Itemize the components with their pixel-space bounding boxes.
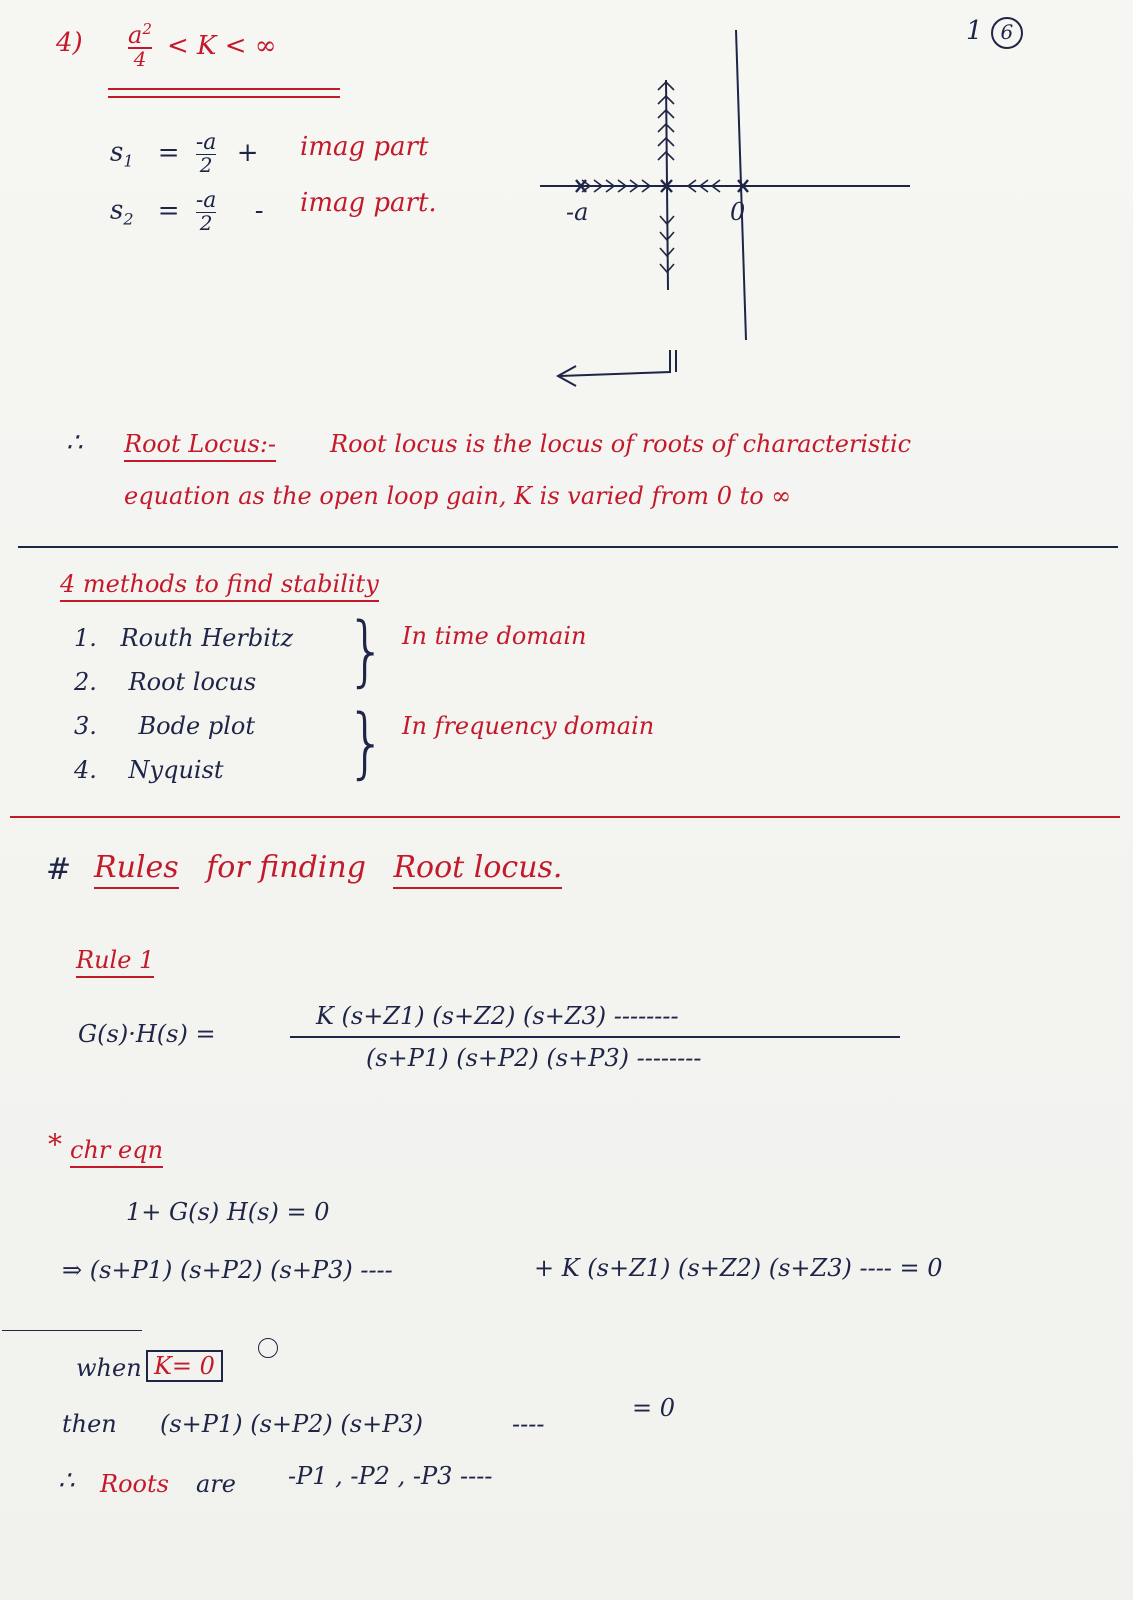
page-number-circled: 6 xyxy=(991,17,1023,49)
brace-time: } xyxy=(346,607,387,697)
s1-sub: 1 xyxy=(123,151,134,171)
method-3-text: Bode plot xyxy=(138,712,255,740)
s1-imag-part: imag part xyxy=(300,132,429,162)
method-3-num: 3. xyxy=(74,712,97,740)
label-minus-a: -a xyxy=(566,198,589,226)
k-zero-mark xyxy=(258,1338,278,1358)
s1-frac-num: -a xyxy=(195,130,217,155)
time-domain-label: In time domain xyxy=(402,622,587,650)
root-s2 xyxy=(110,190,263,233)
condition-sup: 2 xyxy=(142,20,152,38)
method-2 xyxy=(74,668,256,696)
roots-therefore: ∴ xyxy=(58,1466,75,1496)
method-1-num: 1. xyxy=(74,624,97,652)
gh-numerator: K (s+Z1) (s+Z2) (s+Z3) -------- xyxy=(316,1002,679,1030)
gh-denominator: (s+P1) (s+P2) (s+P3) -------- xyxy=(366,1044,702,1072)
page-number-main: 1 xyxy=(966,16,983,46)
page-number xyxy=(966,16,1023,49)
real-axis-arrows xyxy=(582,180,720,192)
root-s1 xyxy=(110,132,258,175)
s2-eq: = xyxy=(157,195,180,226)
rules-heading xyxy=(94,850,562,885)
condition-den: 4 xyxy=(128,47,152,69)
then-eq: = 0 xyxy=(632,1394,676,1422)
rule-1-label xyxy=(76,946,154,974)
then-dashes: ---- xyxy=(512,1410,545,1438)
case-underline-1 xyxy=(108,88,340,90)
roots-are: are xyxy=(196,1470,236,1498)
ch-eqn-text: chr eqn xyxy=(70,1136,163,1168)
method-2-text: Root locus xyxy=(128,668,257,696)
method-4 xyxy=(74,756,224,784)
rules-heading-mid: for finding xyxy=(206,850,366,885)
k-zero-box: K= 0 xyxy=(146,1350,223,1382)
s1-eq: = xyxy=(157,137,180,168)
def-line2: equation as the open loop gain, K is varied from 0 to ∞ xyxy=(124,482,792,510)
method-4-text: Nyquist xyxy=(128,756,224,784)
s1-label: s xyxy=(110,137,124,168)
gh-fraction-bar xyxy=(290,1036,900,1038)
def-title-text: Root Locus:- xyxy=(124,430,276,462)
rules-heading-rules: Rules xyxy=(94,850,179,889)
s2-sub: 2 xyxy=(123,209,134,229)
s1-frac-den: 2 xyxy=(196,154,217,175)
rule-1-text: Rule 1 xyxy=(76,946,154,978)
case-condition xyxy=(128,22,338,69)
def-line1: Root locus is the locus of roots of characteristic xyxy=(330,430,912,458)
method-4-num: 4. xyxy=(74,756,97,784)
s2-frac-num: -a xyxy=(195,188,217,213)
case-underline-2 xyxy=(108,96,340,98)
section-divider-2 xyxy=(10,816,1120,818)
condition-rest: < K < ∞ xyxy=(166,30,277,61)
eq-expanded-left: ⇒ (s+P1) (s+P2) (s+P3) ---- xyxy=(62,1256,393,1284)
s2-label: s xyxy=(110,195,124,226)
short-divider xyxy=(2,1330,142,1331)
s2-sign: - xyxy=(254,195,264,226)
frequency-domain-label: In frequency domain xyxy=(402,712,655,740)
ch-eqn-label xyxy=(70,1136,163,1164)
case-label: 4) xyxy=(56,28,83,58)
rules-heading-root: Root locus. xyxy=(393,850,562,889)
methods-heading-text: 4 methods to find stability xyxy=(60,570,379,602)
s2-frac-den: 2 xyxy=(196,212,217,233)
s2-imag-part: imag part. xyxy=(300,188,437,218)
section-divider-1 xyxy=(18,546,1118,548)
hook-arrow-line xyxy=(560,350,670,376)
method-2-num: 2. xyxy=(74,668,97,696)
eq-char: 1+ G(s) H(s) = 0 xyxy=(126,1198,330,1226)
method-1 xyxy=(74,624,293,652)
then-label: then xyxy=(62,1410,117,1438)
then-expr: (s+P1) (s+P2) (s+P3) xyxy=(160,1410,423,1438)
brace-frequency: } xyxy=(346,699,387,789)
methods-heading xyxy=(60,570,379,598)
method-1-text: Routh Herbitz xyxy=(120,624,294,652)
method-3 xyxy=(74,712,255,740)
rules-hash: # xyxy=(46,852,72,887)
def-title xyxy=(124,430,276,458)
star-marker: * xyxy=(48,1128,62,1161)
s1-sign: + xyxy=(236,137,259,168)
when-label: when xyxy=(76,1354,142,1382)
roots-label: Roots xyxy=(100,1470,169,1498)
condition-a: a xyxy=(128,21,143,49)
roots-values: -P1 , -P2 , -P3 ---- xyxy=(288,1462,493,1490)
gh-lhs: G(s)·H(s) = xyxy=(78,1020,216,1048)
eq-expanded-right: + K (s+Z1) (s+Z2) (s+Z3) ---- = 0 xyxy=(534,1254,943,1282)
label-zero: 0 xyxy=(730,198,746,226)
def-therefore: ∴ xyxy=(66,428,83,458)
